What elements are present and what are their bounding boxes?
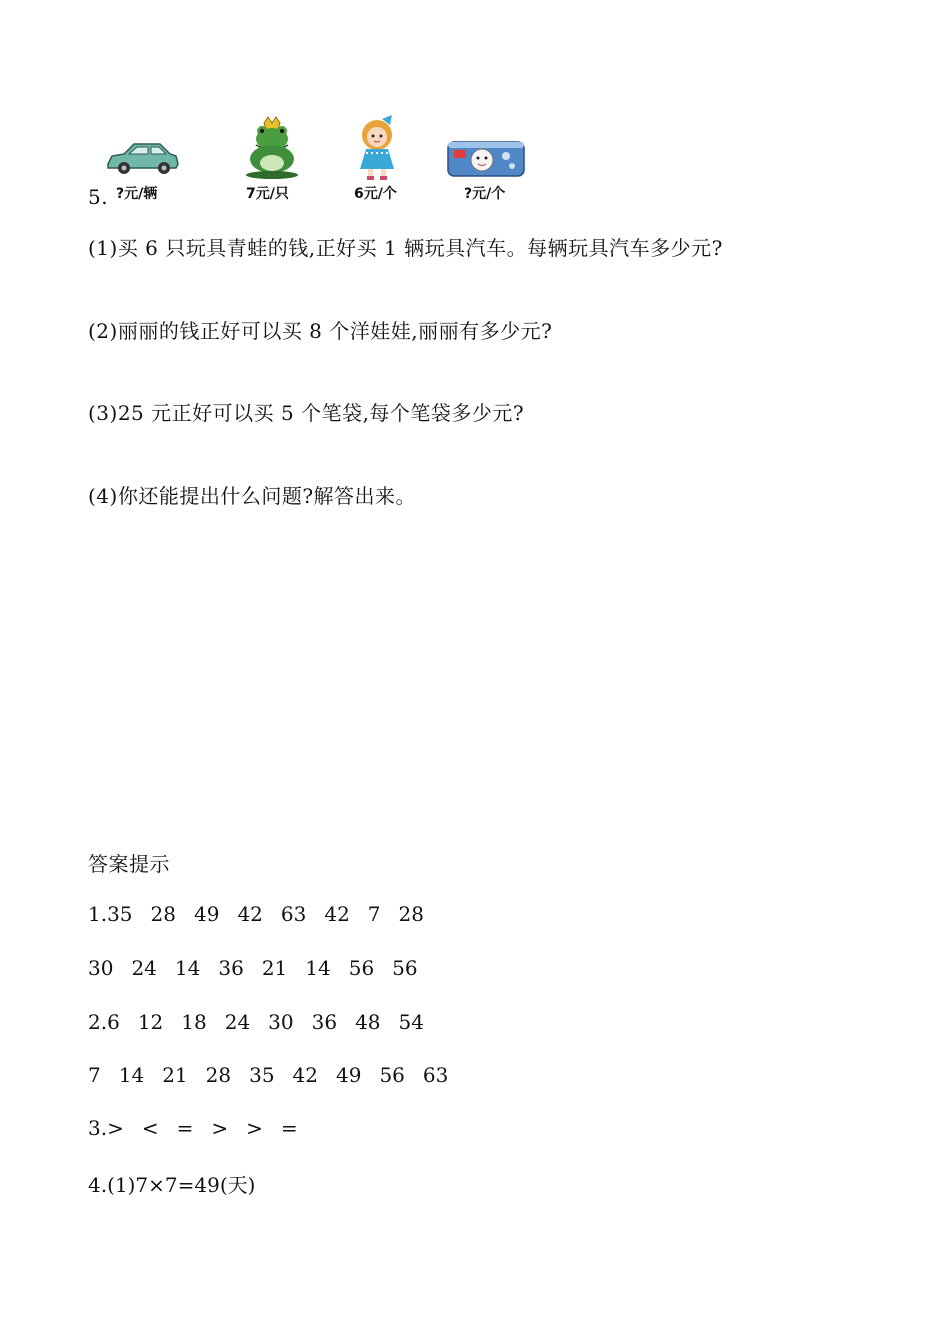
- answer-value: <: [141, 1116, 159, 1140]
- answer-value: 48: [355, 1010, 381, 1034]
- answer-value: 7: [367, 902, 381, 926]
- toy-car-price-label: ?元/辆: [116, 186, 158, 202]
- answer-value: 30: [88, 956, 114, 980]
- answers-title: 答案提示: [88, 852, 170, 876]
- answer-value: 24: [131, 956, 157, 980]
- answer-value: 18: [181, 1010, 207, 1034]
- toy-frog-icon: [240, 115, 300, 179]
- answer-value: 28: [150, 902, 176, 926]
- answer-value: 56: [379, 1063, 405, 1087]
- answer-value: 36: [311, 1010, 338, 1034]
- answer-value: 56: [392, 956, 418, 980]
- answer-value: 3.>: [88, 1116, 124, 1140]
- answer-line-2: [88, 956, 436, 980]
- answer-value: 1.35: [88, 902, 133, 926]
- answer-value: 54: [398, 1010, 424, 1034]
- answer-value: 42: [237, 902, 263, 926]
- answer-value: 35: [249, 1063, 275, 1087]
- sub-question-1: (1)买 6 只玩具青蛙的钱,正好买 1 辆玩具汽车。每辆玩具汽车多少元?: [88, 236, 723, 260]
- answer-value: 49: [193, 902, 220, 926]
- answer-value: 4.(1)7×7=49(天): [88, 1173, 256, 1197]
- answer-value: 30: [268, 1010, 294, 1034]
- answer-value: 63: [280, 902, 307, 926]
- question-number: 5.: [88, 185, 109, 209]
- answer-line-4: [88, 1063, 466, 1087]
- answer-value: >: [246, 1116, 263, 1140]
- answer-value: 7: [88, 1063, 101, 1087]
- sub-question-3: (3)25 元正好可以买 5 个笔袋,每个笔袋多少元?: [88, 401, 525, 425]
- answer-value: 14: [174, 956, 201, 980]
- answer-line-3: [88, 1010, 442, 1034]
- answer-line-1: [88, 902, 442, 926]
- answer-value: 63: [422, 1063, 449, 1087]
- answer-value: 36: [218, 956, 244, 980]
- answer-value: 21: [261, 956, 288, 980]
- sub-question-4: (4)你还能提出什么问题?解答出来。: [88, 484, 417, 508]
- answer-value: 14: [118, 1063, 145, 1087]
- answer-value: 12: [137, 1010, 164, 1034]
- answer-value: =: [280, 1116, 298, 1140]
- answer-value: 21: [162, 1063, 188, 1087]
- answer-value: 2.6: [88, 1010, 120, 1034]
- answer-value: 28: [205, 1063, 232, 1087]
- answer-value: >: [211, 1116, 229, 1140]
- pencil-case-price-label: ?元/个: [464, 186, 506, 202]
- answer-value: 56: [348, 956, 375, 980]
- sub-question-2: (2)丽丽的钱正好可以买 8 个洋娃娃,丽丽有多少元?: [88, 319, 553, 343]
- answer-value: =: [176, 1116, 194, 1140]
- toy-car-icon: [104, 138, 180, 178]
- answer-line-6: [88, 1169, 255, 1198]
- answer-value: 24: [224, 1010, 251, 1034]
- answer-value: 14: [305, 956, 331, 980]
- answer-value: 28: [398, 902, 424, 926]
- pencil-case-icon: [446, 138, 526, 180]
- answer-value: 49: [336, 1063, 362, 1087]
- answer-value: 42: [292, 1063, 318, 1087]
- toy-frog-price-label: 7元/只: [246, 186, 289, 202]
- answer-line-5: [88, 1116, 316, 1140]
- answer-value: 42: [324, 902, 350, 926]
- doll-price-label: 6元/个: [354, 186, 397, 202]
- doll-icon: [352, 115, 402, 181]
